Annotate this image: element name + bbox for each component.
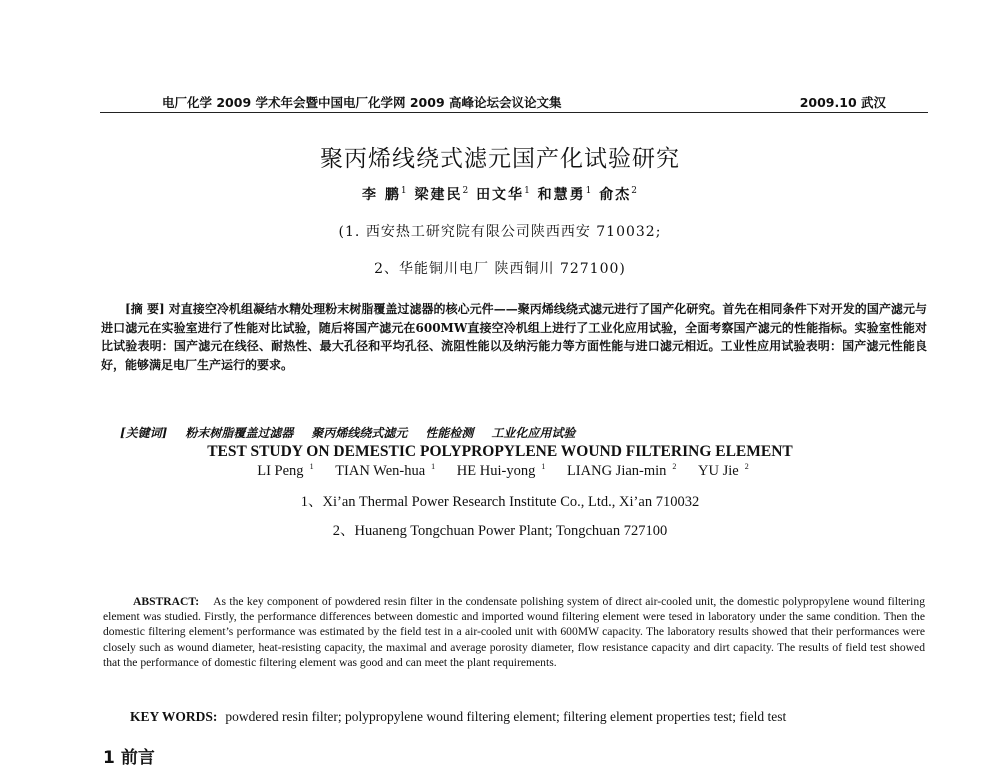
abstract-en-text: As the key component of powdered resin filter in the condensate polishing system of direct air-cooled unit, the domestic polypropylene wound filtering element was studied. Firstly, the performance differences between domestic and imported wound filtering element were tesed in laboratory under the same condition. Then the domestic filtering element’s performance was estimated by the field test in a air-cooled unit with 600MW capacity. The laboratory results showed that their performances were closely such as wound diameter, heat-resisting capacity, the maximal and average porosity diameter, flow resistance capacity and dirt capacity. The results of field test showed that the performance of domestic filtering element was good and can meet the plant requirements. — [103, 595, 925, 669]
section-title: 前言 — [120, 748, 155, 768]
affiliation-cn-2: 2、华能铜川电厂 陕西铜川 727100) — [374, 261, 626, 277]
author-cn: 俞杰$^2$ — [599, 186, 638, 203]
author-en: HE Hui-yong $^1$ — [456, 462, 546, 479]
running-header — [100, 88, 928, 113]
author-list-en — [0, 462, 1000, 480]
paper-title-cn: 聚丙烯线绕式滤元国产化试验研究 — [320, 146, 680, 172]
abstract-cn-text: 对直接空冷机组凝结水精处理粉末树脂覆盖过滤器的核心元件——聚丙烯线绕式滤元进行了国产化研究。首先在相同条件下对开发的国产滤元与进口滤元在实验室进行了性能对比试验，随后将国产滤元在600MW直接空冷机组上进行了工业化应用试验，全面考察国产滤元的性能指标。实验室性能对比试验表明：国产滤元在线径、耐热性、最大孔径和平均孔径、流阻性能以及纳污能力等方面性能与进口滤元相近。工业性应用试验表明：国产滤元性能良好，能够满足电厂生产运行的要求。 — [101, 302, 927, 372]
author-en: LI Peng $^1$ — [257, 462, 314, 479]
author-cn: 李 鹏$^1$ — [361, 186, 407, 203]
keywords-en — [130, 709, 786, 725]
section-heading — [103, 743, 155, 768]
header-proceedings: 电厂化学 2009 学术年会暨中国电厂化学网 2009 高峰论坛会议论文集 — [162, 95, 562, 110]
keyword-cn: 工业化应用试验 — [491, 426, 576, 440]
keyword-cn: 性能检测 — [425, 426, 474, 440]
author-en: TIAN Wen-hua $^1$ — [335, 462, 436, 479]
keywords-en-label: KEY WORDS: — [130, 709, 218, 724]
author-en: YU Jie $^2$ — [698, 462, 749, 479]
keyword-cn: 粉末树脂覆盖过滤器 — [185, 426, 294, 440]
author-cn: 和慧勇$^1$ — [537, 186, 592, 203]
author-cn: 梁建民$^2$ — [414, 186, 469, 203]
abstract-en-label: ABSTRACT: — [133, 595, 200, 608]
header-date-location: 2009.10 武汉 — [799, 95, 886, 110]
section-number: 1 — [103, 748, 115, 768]
keyword-cn: 聚丙烯线绕式滤元 — [311, 426, 408, 440]
keywords-cn-label: [关键词] — [120, 426, 168, 440]
affiliation-en-1: 1、Xi’an Thermal Power Research Institute Co., Ltd., Xi’an 710032 — [300, 494, 700, 510]
paper-title-en: TEST STUDY ON DEMESTIC POLYPROPYLENE WOUND FILTERING ELEMENT — [207, 443, 793, 460]
author-en: LIANG Jian-min $^2$ — [566, 462, 677, 479]
abstract-en — [103, 594, 925, 670]
keywords-en-text: powdered resin filter; polypropylene wound filtering element; filtering element properties test; field test — [225, 709, 787, 724]
affiliation-en-2: 2、Huaneng Tongchuan Power Plant; Tongchuan 727100 — [332, 523, 668, 539]
abstract-cn — [101, 300, 927, 374]
affiliation-cn-1: (1. 西安热工研究院有限公司陕西西安 710032; — [338, 224, 662, 240]
author-cn: 田文华$^1$ — [476, 186, 530, 203]
keywords-cn — [120, 424, 593, 441]
abstract-cn-label: [摘 要] — [125, 302, 165, 316]
author-list-cn — [0, 184, 1000, 204]
